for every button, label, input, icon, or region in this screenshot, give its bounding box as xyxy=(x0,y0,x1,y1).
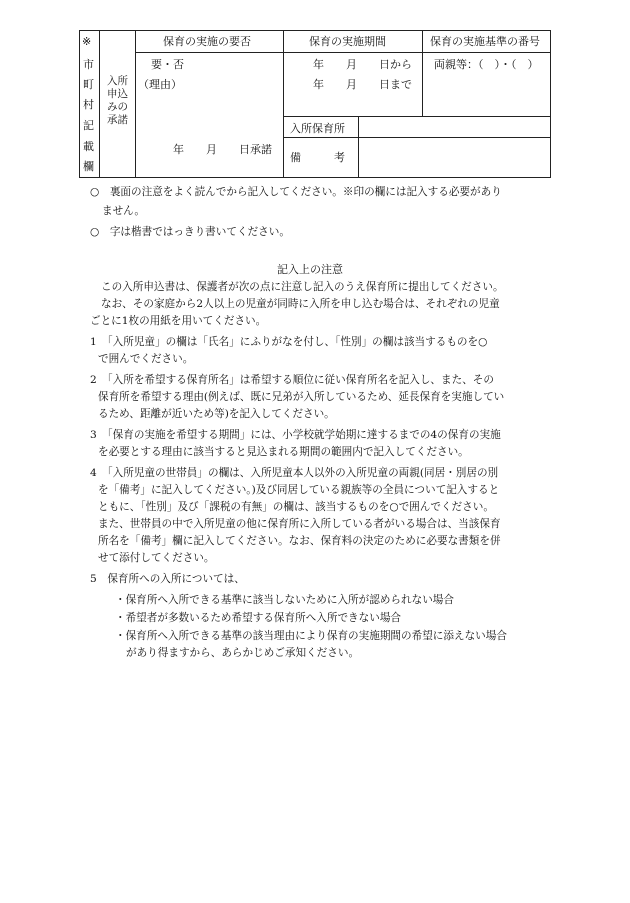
side-label-char: 市 xyxy=(83,58,94,71)
item-line: 2 「入所を希望する保育所名」は希望する順位に従い保育所名を記入し、また、その xyxy=(90,374,494,386)
table-divider xyxy=(422,30,423,116)
item-line: を「備考」に記入してください。)及び同居している親族等の全員について記入すると xyxy=(98,484,500,496)
note-line: ○ 字は楷書ではっきり書いてください。 xyxy=(90,226,290,238)
side-label-char: 村 xyxy=(83,98,94,111)
intro-line: ごとに1枚の用紙を用いてください。 xyxy=(90,315,267,327)
item-line: 5 保育所への入所については、 xyxy=(90,573,245,585)
note-line: ません。 xyxy=(102,205,146,217)
period-from: 年 月 日から xyxy=(313,58,412,71)
side-label-char: 記 xyxy=(83,119,94,132)
facility-label: 入所保育所 xyxy=(290,122,345,135)
item-line: 所名を「備考」欄に記入してください。なお、保育料の決定のために必要な書類を併 xyxy=(98,535,501,547)
table-divider xyxy=(358,116,359,178)
item-line: また、世帯員の中で入所児童の他に保育所に入所している者がいる場合は、当該保育 xyxy=(98,518,501,530)
header-standard-number: 保育の実施基準の番号 xyxy=(430,35,540,48)
intro-line: この入所申込書は、保護者が次の点に注意し記入のうえ保育所に提出してください。 xyxy=(101,281,504,293)
item-line: 4 「入所児童の世帯員」の欄は、入所児童本人以外の入所児童の両親(同居・別居の別 xyxy=(90,467,499,479)
item-line: を必要とする理由に該当すると見込まれる期間の範囲内で記入してください。 xyxy=(98,446,469,458)
side-label-char: 欄 xyxy=(83,160,94,173)
approval-value: 要・否 xyxy=(151,58,184,71)
approval-date: 年 月 日承諾 xyxy=(173,143,272,156)
side-label-char: 町 xyxy=(83,78,94,91)
table-border-left xyxy=(79,30,80,178)
header-approval: 保育の実施の要否 xyxy=(163,35,251,48)
header-period: 保育の実施期間 xyxy=(309,35,386,48)
table-border-top xyxy=(79,30,551,31)
intro-line: なお、その家庭から2人以上の児童が同時に入所を申し込む場合は、それぞれの児童 xyxy=(101,298,500,310)
period-to: 年 月 日まで xyxy=(313,78,412,91)
table-divider xyxy=(283,137,551,138)
bullet-line: ・希望者が多数いるため希望する保育所へ入所できない場合 xyxy=(115,612,402,624)
item-line: 3 「保育の実施を希望する期間」には、小学校就学始期に達するまでの4の保育の実施 xyxy=(90,429,501,441)
bullet-line: ・保育所へ入所できる基準の該当理由により保育の実施期間の希望に添えない場合 xyxy=(115,630,507,642)
instructions-title: 記入上の注意 xyxy=(277,263,343,276)
municipal-entry-table xyxy=(79,30,551,178)
item-line: ともに、「性別」及び「課税の有無」の欄は、該当するものを○で囲んでください。 xyxy=(98,501,494,513)
reason-label: （理由） xyxy=(138,78,182,91)
application-consent-label: みの xyxy=(107,101,128,113)
remarks-label: 備 考 xyxy=(290,151,345,164)
item-line: 1 「入所児童」の欄は「氏名」にふりがなを付し、「性別」の欄は該当するものを○ xyxy=(90,336,488,348)
item-line: で囲んでください。 xyxy=(98,353,194,365)
asterisk-mark: ※ xyxy=(82,35,92,48)
bullet-line: ・保育所へ入所できる基準に該当しないために入所が認められない場合 xyxy=(115,594,454,606)
standard-value: 両親等：（ ）・（ ） xyxy=(434,58,539,71)
table-divider xyxy=(99,30,100,178)
application-consent-label: 入所 xyxy=(107,75,128,87)
side-label-char: 載 xyxy=(83,140,94,153)
table-divider xyxy=(135,52,551,53)
application-consent-label: 申込 xyxy=(107,88,128,100)
item-line: せて添付してください。 xyxy=(98,552,215,564)
application-consent-label: 承諾 xyxy=(107,114,128,126)
bullet-line: があり得ますから、あらかじめご承知ください。 xyxy=(126,647,360,659)
note-line: ○ 裏面の注意をよく読んでから記入してください。※印の欄には記入する必要があり xyxy=(90,186,502,198)
table-divider xyxy=(283,116,551,117)
table-border-bottom xyxy=(79,177,551,178)
item-line: るため、距離が近いため等)を記入してください。 xyxy=(98,408,335,420)
item-line: 保育所を希望する理由(例えば、既に兄弟が入所しているため、延長保育を実施してい xyxy=(98,391,505,403)
